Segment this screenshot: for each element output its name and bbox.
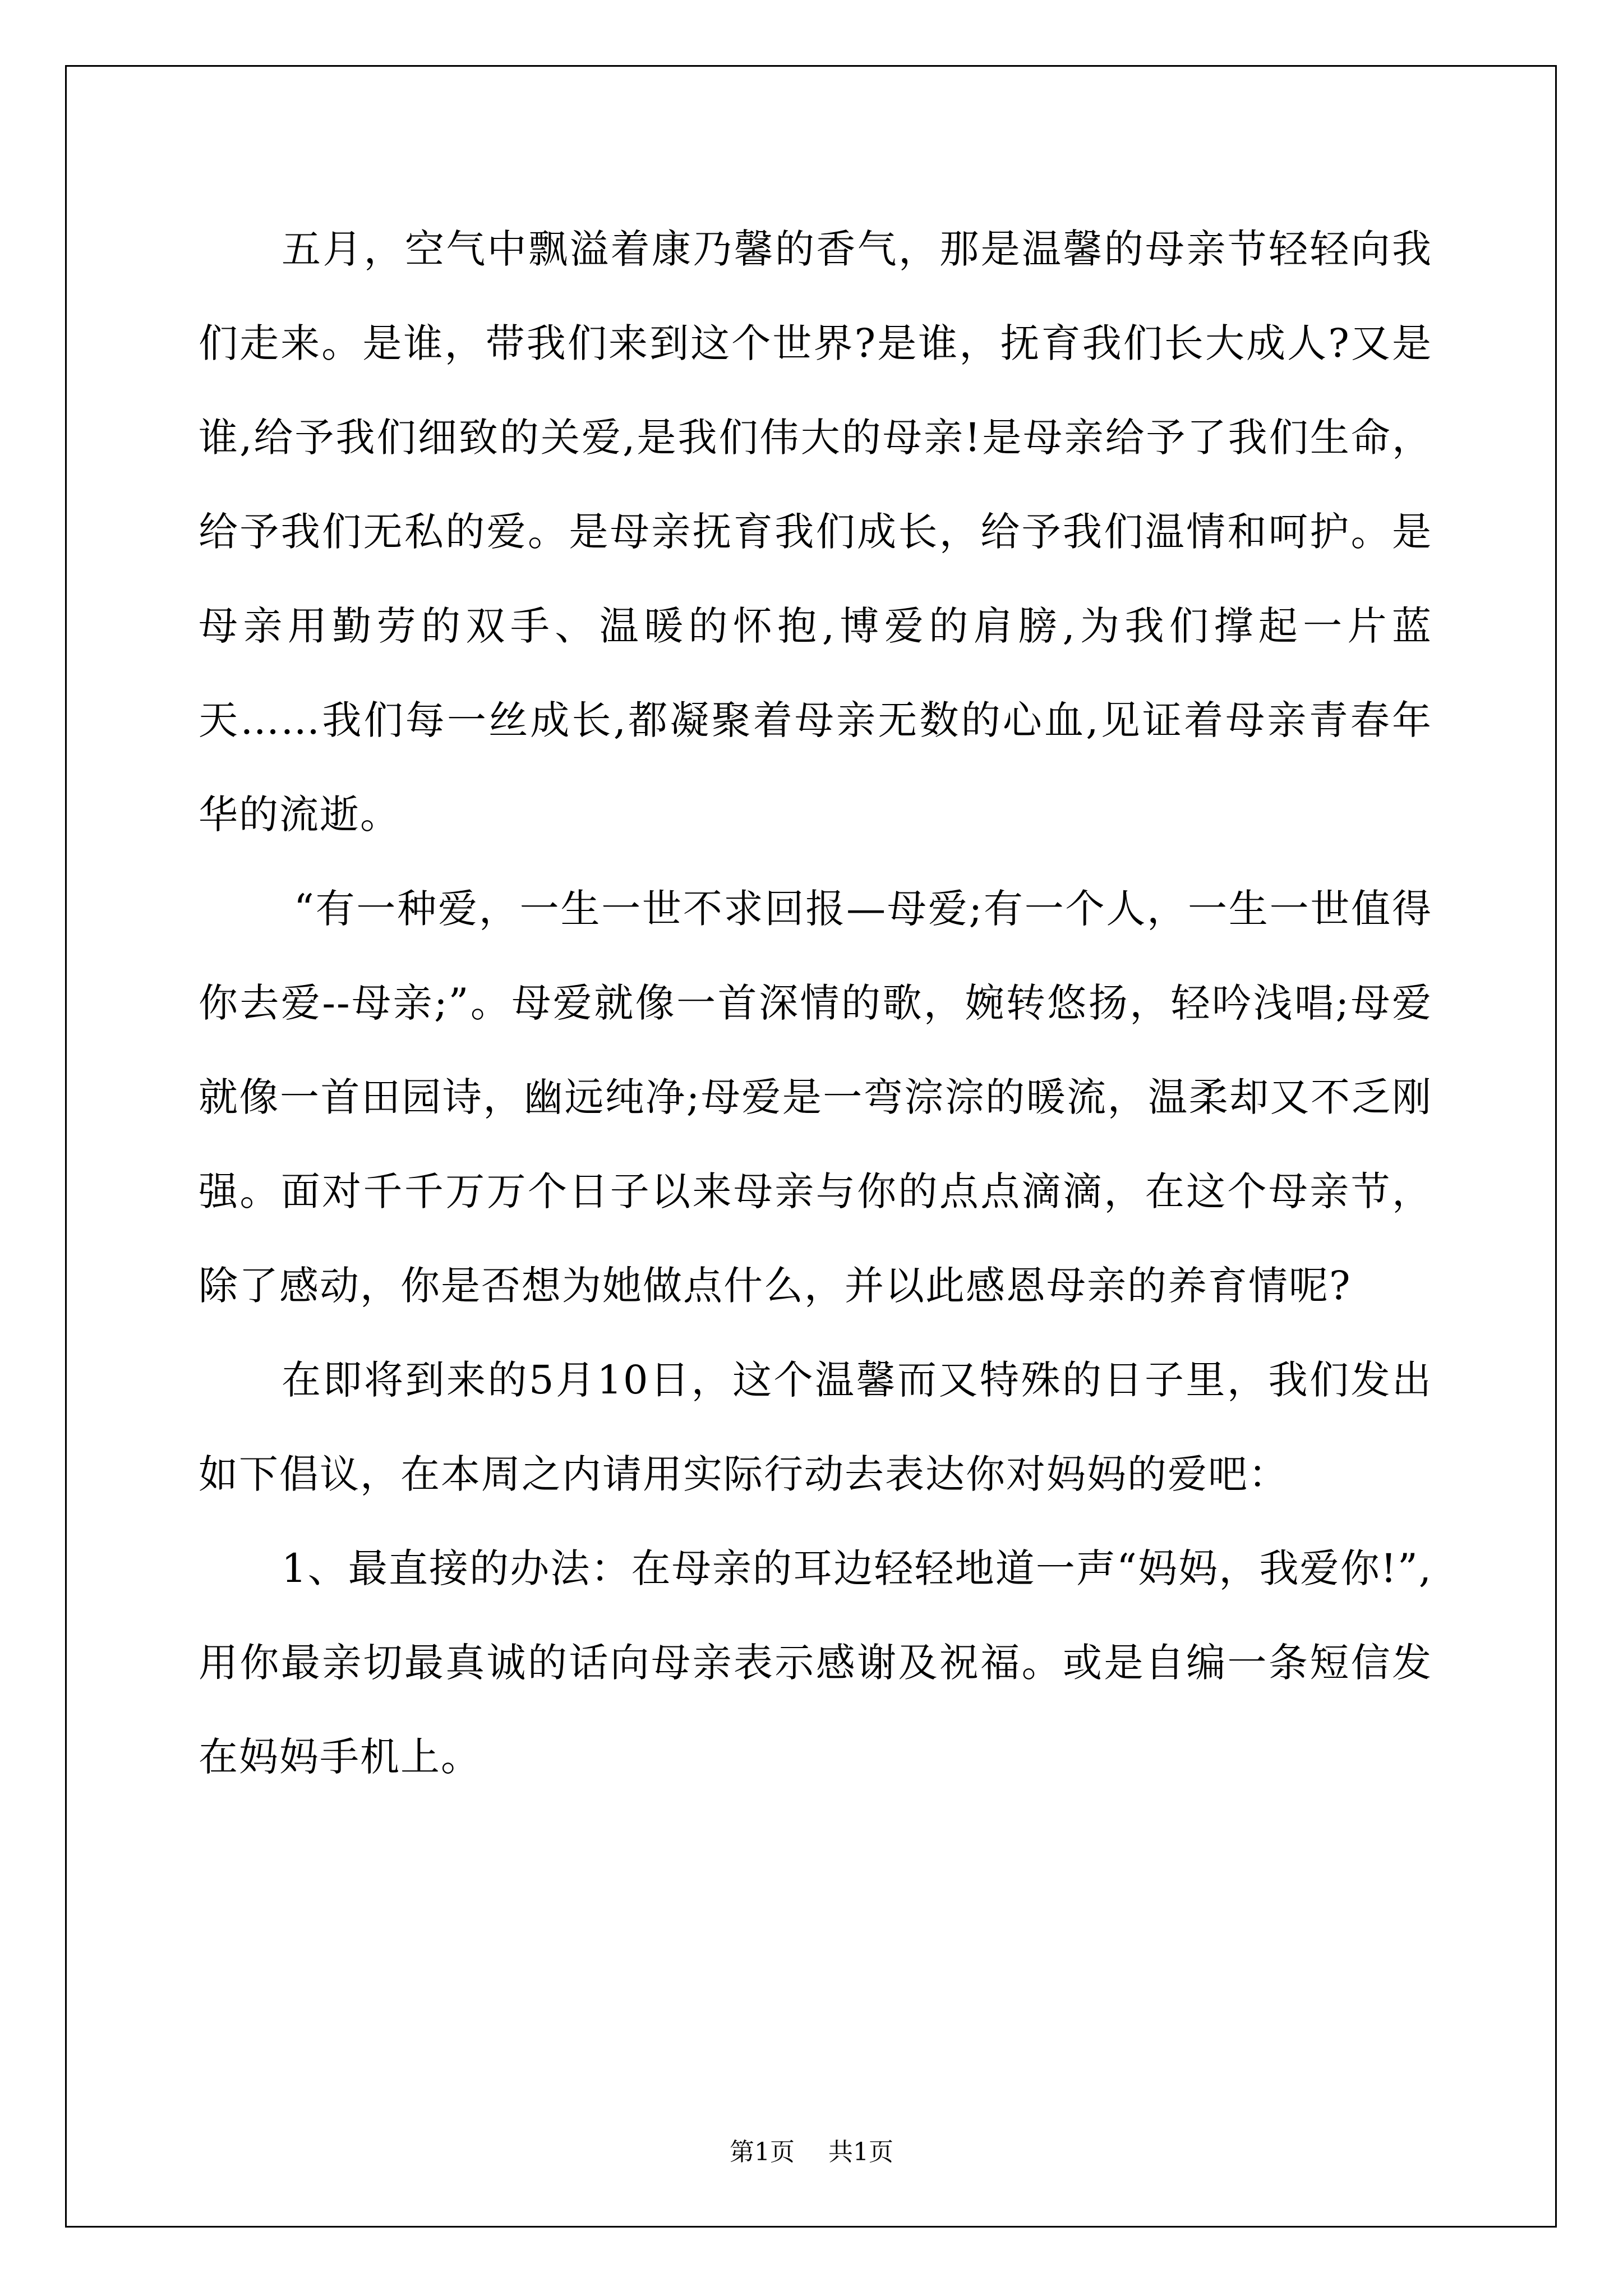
page-number-total: 共1页	[828, 2138, 893, 2166]
paragraph-mother-love: “有一种爱，一生一世不求回报—母爱;有一个人，一生一世值得你去爱--母亲;”。母爱就像一首深情的歌，婉转悠扬，轻吟浅唱;母爱就像一首田园诗，幽远纯净;母爱是一弯淙淙的暖流，温柔却又不乏刚强。面对千千万万个日子以来母亲与你的点点滴滴，在这个母亲节，除了感动，你是否想为她做点什么，并以此感恩母亲的养育情呢?	[199, 886, 1432, 1309]
paragraph-proposal: 在即将到来的5月10日，这个温馨而又特殊的日子里，我们发出如下倡议，在本周之内请用实际行动去表达你对妈妈的爱吧：	[199, 1357, 1432, 1497]
paragraph-intro: 五月，空气中飘溢着康乃馨的香气，那是温馨的母亲节轻轻向我们走来。是谁，带我们来到这个世界?是谁，抚育我们长大成人?又是谁,给予我们细致的关爱,是我们伟大的母亲!是母亲给予了我们生命，给予我们无私的爱。是母亲抚育我们成长，给予我们温情和呵护。是母亲用勤劳的双手、温暖的怀抱,博爱的肩膀,为我们撑起一片蓝天……我们每一丝成长,都凝聚着母亲无数的心血,见证着母亲青春年华的流逝。	[199, 226, 1432, 838]
page-footer	[0, 2132, 1623, 2168]
page-number-current: 第1页	[730, 2138, 795, 2166]
document-body	[199, 202, 1432, 1804]
paragraph-item-1: 1、最直接的办法：在母亲的耳边轻轻地道一声“妈妈，我爱你!”,用你最亲切最真诚的话向母亲表示感谢及祝福。或是自编一条短信发在妈妈手机上。	[199, 1545, 1432, 1780]
